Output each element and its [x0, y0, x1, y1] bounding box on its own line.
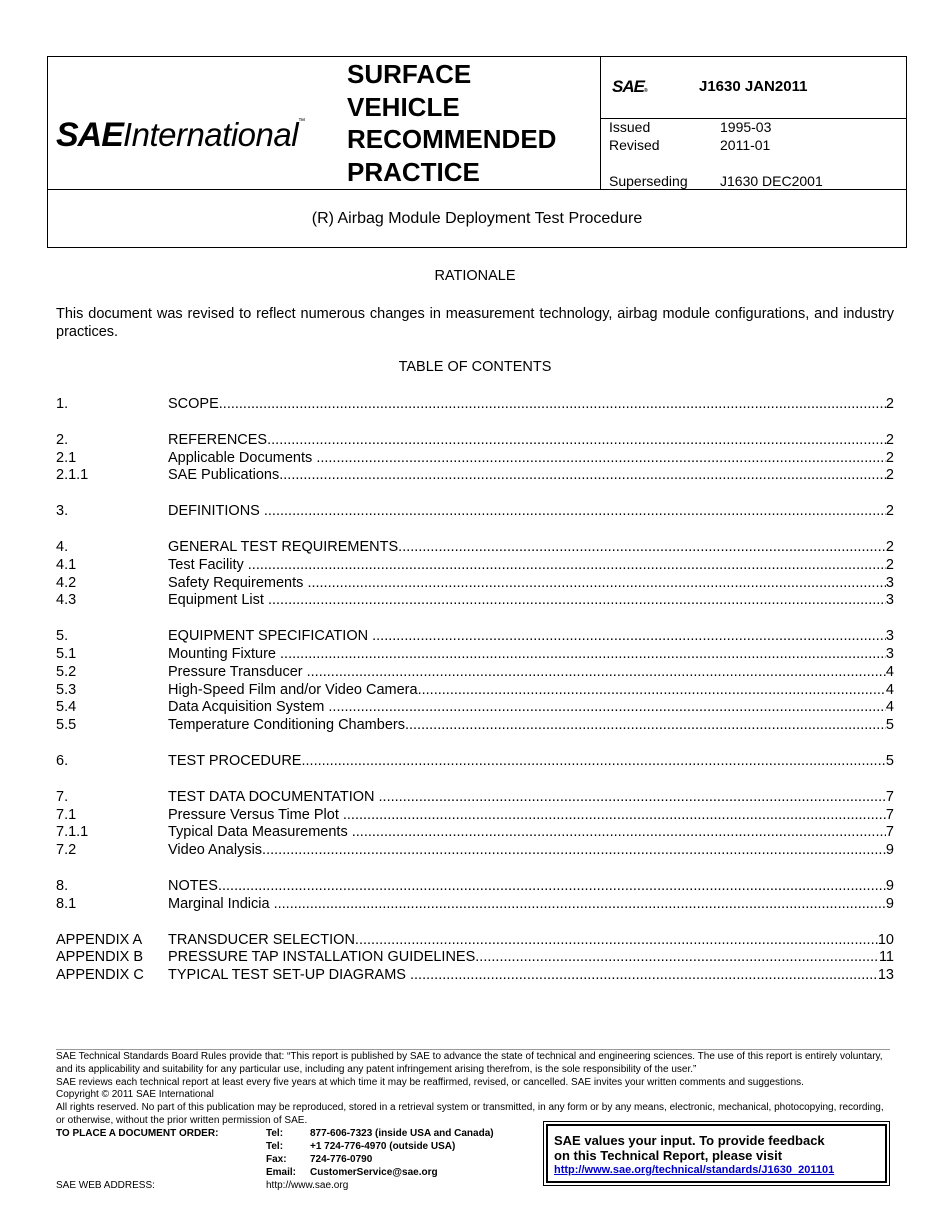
toc-entry-line	[168, 432, 894, 450]
toc-entry[interactable]	[56, 789, 894, 807]
toc-entry-title: Pressure Transducer	[168, 663, 307, 680]
toc-leader-dots	[248, 557, 886, 575]
email-label: Email:	[266, 1167, 297, 1178]
issued-label: Issued	[609, 119, 651, 135]
toc-entry-page: 5	[885, 717, 894, 734]
issued-value: 1995-03	[720, 119, 772, 135]
toc-entry-page: 13	[877, 967, 894, 984]
toc-entry-line	[168, 949, 894, 967]
toc-entry-title: TRANSDUCER SELECTION	[168, 931, 355, 948]
toc-entry-number: 2.1	[56, 449, 77, 466]
toc-entry-page: 2	[885, 467, 894, 484]
toc-leader-dots	[219, 396, 886, 414]
toc-leader-dots	[262, 842, 886, 860]
toc-entry-number: 5.1	[56, 645, 77, 662]
toc-entry-number: 5.4	[56, 699, 77, 716]
toc-entry-line	[168, 557, 894, 575]
toc-entry-title: TYPICAL TEST SET-UP DIAGRAMS	[168, 967, 410, 984]
toc-entry-line	[168, 807, 894, 825]
toc-entry-title: Test Facility	[168, 556, 248, 573]
header-column-divider	[600, 57, 601, 189]
toc-entry[interactable]	[56, 628, 894, 646]
toc-entry[interactable]	[56, 717, 894, 735]
logo-trademark: ™	[298, 118, 306, 125]
toc-entry-line	[168, 789, 894, 807]
toc-entry-number: 1.	[56, 396, 69, 412]
document-type	[347, 58, 556, 188]
footer-rule	[56, 1049, 890, 1050]
web-label: SAE WEB ADDRESS:	[56, 1180, 155, 1191]
toc-entry-page: 2	[885, 556, 894, 573]
toc-entry-number: 5.2	[56, 663, 77, 680]
toc-entry-title: TEST PROCEDURE	[168, 752, 302, 769]
toc-entry[interactable]	[56, 878, 894, 896]
toc-entry-number: APPENDIX B	[56, 949, 144, 966]
toc-entry-number: APPENDIX A	[56, 931, 143, 948]
rights-notice: All rights reserved. No part of this publication may be reproduced, stored in a retrieval system or transmitted, in any form or by any means, electronic, mechanical, photocopying, recording, or otherwise, without the prior written permission of SAE.	[56, 1102, 884, 1126]
toc-leader-dots	[410, 967, 878, 985]
fax-value: 724-776-0790	[310, 1154, 373, 1165]
toc-entry-title: Data Acquisition System	[168, 699, 329, 716]
toc-leader-dots	[352, 824, 886, 842]
toc-entry-line	[168, 450, 894, 468]
toc-entry-page: 7	[885, 788, 894, 805]
toc-entry-line	[168, 717, 894, 735]
sae-small-logo: SAE®	[612, 77, 647, 96]
toc-leader-dots	[372, 628, 886, 646]
feedback-box-inner	[546, 1124, 887, 1183]
toc-entry[interactable]	[56, 932, 894, 950]
toc-leader-dots	[279, 467, 886, 485]
document-title: (R) Airbag Module Deployment Test Procedure	[311, 210, 643, 227]
toc-entry-line	[168, 503, 894, 521]
document-type-line: VEHICLE	[347, 91, 460, 122]
toc-entry-number: 7.1.1	[56, 824, 89, 841]
toc-leader-dots	[301, 753, 885, 771]
toc-leader-dots	[307, 664, 886, 682]
copyright: Copyright © 2011 SAE International	[56, 1089, 214, 1101]
toc-entry-page: 9	[885, 877, 894, 894]
toc-leader-dots	[268, 592, 886, 610]
toc-entry-line	[168, 896, 894, 914]
toc-entry-page: 2	[885, 431, 894, 448]
toc-leader-dots	[280, 646, 886, 664]
document-type-line: SURFACE	[347, 59, 472, 89]
toc-entry-line	[168, 396, 894, 414]
toc-entry-page: 3	[885, 628, 894, 645]
toc-entry[interactable]	[56, 682, 894, 700]
toc-entry-number: 7.2	[56, 842, 77, 859]
toc-entry[interactable]	[56, 699, 894, 717]
toc-leader-dots	[316, 450, 886, 468]
toc-entry-number: 8.1	[56, 895, 77, 912]
toc-entry-number: 7.1	[56, 806, 77, 823]
toc-entry-line	[168, 592, 894, 610]
toc-entry-page: 3	[885, 592, 894, 609]
toc-leader-dots	[343, 807, 886, 825]
toc-entry-title: Pressure Versus Time Plot	[168, 806, 343, 823]
order-label: TO PLACE A DOCUMENT ORDER:	[56, 1128, 219, 1139]
superseding-value: J1630 DEC2001	[720, 173, 823, 189]
toc-entry[interactable]	[56, 896, 894, 914]
rationale-heading: RATIONALE	[434, 268, 516, 284]
toc-entry-title: Mounting Fixture	[168, 645, 281, 662]
standards-board-rules: SAE Technical Standards Board Rules provide that: “This report is published by SAE to advance the state of technical and engineering sciences. The use of this report is entirely voluntary, and its applicability and suitability for any particular use, including any patent infringement arising therefrom, is the sole responsibility of the user.”	[56, 1051, 883, 1075]
footer-fine-print	[56, 1051, 890, 1128]
toc-entry-number: 8.	[56, 877, 69, 894]
toc-entry-number: 4.	[56, 538, 69, 555]
toc-entry-line	[168, 824, 894, 842]
toc-entry-page: 9	[885, 895, 894, 912]
revised-label: Revised	[609, 137, 660, 153]
feedback-link[interactable]: http://www.sae.org/technical/standards/J1630_201101	[554, 1164, 835, 1176]
toc-entry-page: 2	[885, 503, 894, 520]
toc-entry-line	[168, 878, 894, 896]
toc-entry[interactable]	[56, 467, 894, 485]
toc-entry-page: 5	[885, 752, 894, 769]
toc-entry-page: 4	[885, 663, 894, 680]
toc-entry-title: High-Speed Film and/or Video Camera	[168, 681, 418, 698]
toc-entry-number: 2.1.1	[56, 467, 89, 484]
toc-leader-dots	[405, 717, 886, 735]
toc-entry-page: 7	[885, 806, 894, 823]
toc-entry-number: 5.5	[56, 717, 77, 734]
toc-entry[interactable]	[56, 503, 894, 521]
toc-entry[interactable]	[56, 807, 894, 825]
feedback-line-1: SAE values your input. To provide feedback	[554, 1133, 825, 1148]
toc-entry[interactable]	[56, 432, 894, 450]
logo-sae: SAE	[56, 116, 123, 154]
feedback-line-2: on this Technical Report, please visit	[554, 1148, 783, 1163]
toc-entry-page: 11	[878, 949, 894, 966]
tel2-value[interactable]: +1 724-776-4970 (outside USA)	[310, 1141, 456, 1152]
toc-entry[interactable]	[56, 592, 894, 610]
toc-entry-page: 9	[885, 842, 894, 859]
toc-entry-line	[168, 664, 894, 682]
toc-leader-dots	[475, 949, 879, 967]
toc-entry-title: TEST DATA DOCUMENTATION	[168, 788, 379, 805]
revised-value: 2011-01	[720, 137, 771, 153]
toc-heading: TABLE OF CONTENTS	[398, 359, 552, 375]
toc-entry-title: REFERENCES	[168, 431, 268, 448]
logo-international: International	[122, 116, 299, 153]
toc-entry-page: 3	[885, 574, 894, 591]
toc-leader-dots	[267, 432, 886, 450]
toc-entry-line	[168, 753, 894, 771]
toc-entry-page: 2	[885, 396, 894, 412]
toc-entry-title: DEFINITIONS	[168, 503, 264, 520]
fax-label: Fax:	[266, 1154, 287, 1165]
toc-entry-line	[168, 467, 894, 485]
toc-entry-number: 4.3	[56, 592, 77, 609]
toc-entry[interactable]	[56, 842, 894, 860]
table-of-contents	[56, 396, 894, 985]
toc-entry-page: 10	[877, 931, 894, 948]
toc-entry[interactable]	[56, 824, 894, 842]
toc-entry-line	[168, 539, 894, 557]
toc-entry[interactable]	[56, 557, 894, 575]
toc-entry[interactable]	[56, 949, 894, 967]
toc-entry-title: Applicable Documents	[168, 449, 317, 466]
toc-entry-title: Temperature Conditioning Chambers	[168, 717, 405, 734]
toc-entry-number: 6.	[56, 752, 69, 769]
document-type-line: PRACTICE	[347, 156, 480, 187]
tel-label: Tel:	[266, 1128, 284, 1139]
toc-leader-dots	[274, 896, 886, 914]
toc-entry-number: 4.1	[56, 556, 77, 573]
toc-entry[interactable]	[56, 967, 894, 985]
toc-entry-line	[168, 682, 894, 700]
toc-entry-page: 7	[885, 824, 894, 841]
toc-entry-line	[168, 575, 894, 593]
toc-entry-number: 3.	[56, 503, 69, 520]
toc-entry-number: APPENDIX C	[56, 967, 144, 984]
review-notice: SAE reviews each technical report at least every five years at which time it may be reaffirmed, revised, or cancelled. SAE invites your written comments and suggestions.	[56, 1076, 804, 1088]
toc-entry-number: 4.2	[56, 574, 77, 591]
rationale-text: This document was revised to reflect numerous changes in measurement technology, airbag module configurations, and industry practices.	[56, 306, 894, 340]
toc-entry[interactable]	[56, 753, 894, 771]
web-value[interactable]: http://www.sae.org	[266, 1180, 349, 1191]
email-value[interactable]: CustomerService@sae.org	[310, 1167, 438, 1178]
feedback-box	[543, 1121, 890, 1186]
toc-entry-title: PRESSURE TAP INSTALLATION GUIDELINES	[168, 949, 476, 966]
toc-entry-page: 2	[885, 449, 894, 466]
toc-leader-dots	[218, 878, 886, 896]
header-divider	[48, 189, 906, 190]
toc-leader-dots	[379, 789, 886, 807]
document-number: J1630 JAN2011	[699, 78, 808, 95]
toc-entry-title: Video Analysis	[168, 842, 263, 859]
toc-entry-title: GENERAL TEST REQUIREMENTS	[168, 538, 399, 555]
toc-entry-number: 2.	[56, 431, 69, 448]
toc-leader-dots	[355, 932, 878, 950]
toc-entry[interactable]	[56, 539, 894, 557]
toc-entry-number: 5.	[56, 628, 69, 645]
toc-entry-line	[168, 842, 894, 860]
toc-entry-line	[168, 699, 894, 717]
toc-entry-title: Typical Data Measurements	[168, 824, 352, 841]
toc-leader-dots	[418, 682, 886, 700]
tel-value[interactable]: 877-606-7323 (inside USA and Canada)	[310, 1128, 494, 1139]
toc-leader-dots	[307, 575, 885, 593]
document-type-line: RECOMMENDED	[347, 124, 557, 154]
toc-entry-title: SAE Publications	[168, 467, 280, 484]
toc-entry-title: EQUIPMENT SPECIFICATION	[168, 628, 373, 645]
toc-entry-number: 5.3	[56, 681, 77, 698]
toc-entry-title: SCOPE	[168, 396, 219, 412]
toc-entry-title: NOTES	[168, 877, 218, 894]
toc-entry-page: 3	[885, 645, 894, 662]
toc-entry-title: Equipment List	[168, 592, 268, 609]
toc-entry[interactable]	[56, 575, 894, 593]
tel2-label: Tel:	[266, 1141, 284, 1152]
toc-entry-line	[168, 967, 894, 985]
toc-entry-line	[168, 932, 894, 950]
toc-entry-title: Safety Requirements	[168, 574, 308, 591]
toc-entry-page: 4	[885, 681, 894, 698]
toc-entry-line	[168, 646, 894, 664]
toc-leader-dots	[328, 699, 886, 717]
toc-entry[interactable]	[56, 450, 894, 468]
toc-entry[interactable]	[56, 664, 894, 682]
toc-entry[interactable]	[56, 396, 894, 414]
toc-entry-number: 7.	[56, 788, 69, 805]
superseding-label: Superseding	[609, 173, 688, 189]
toc-entry-page: 4	[885, 699, 894, 716]
toc-entry-line	[168, 628, 894, 646]
toc-leader-dots	[398, 539, 886, 557]
toc-leader-dots	[264, 503, 886, 521]
sae-international-logo	[56, 116, 305, 156]
toc-entry-page: 2	[885, 538, 894, 555]
toc-entry-title: Marginal Indicia	[168, 895, 274, 912]
toc-entry[interactable]	[56, 646, 894, 664]
